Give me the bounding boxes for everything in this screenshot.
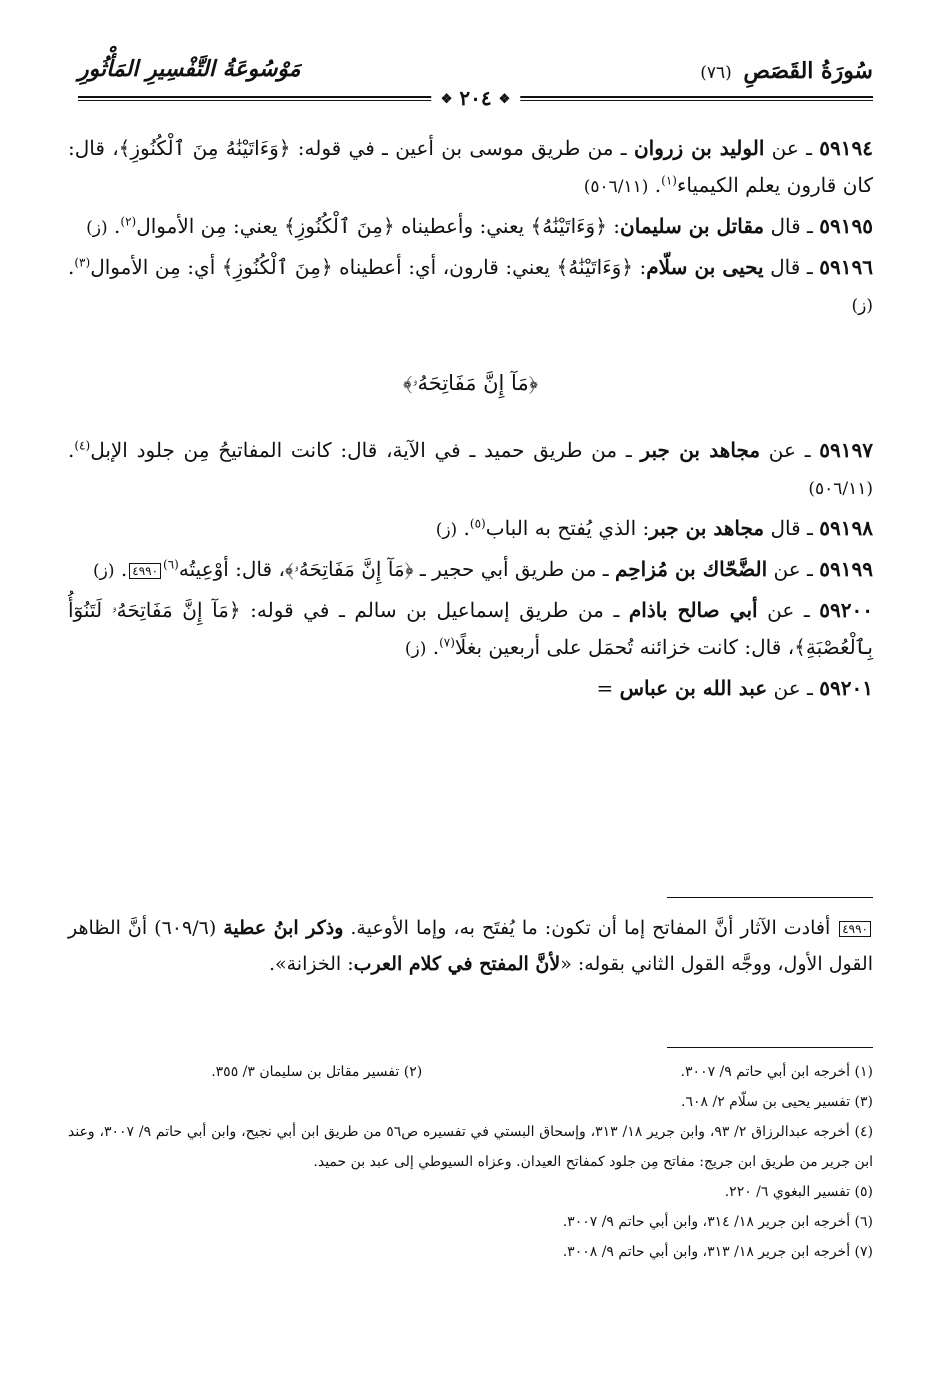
entry-reference: (٥٠٦/١١) [583, 177, 649, 197]
commentary-box-label: ٤٩٩٠ [839, 921, 871, 937]
running-header [78, 50, 873, 110]
entry [68, 670, 873, 707]
narrator-name: عبد الله بن عباس [619, 676, 768, 700]
entry-reference: (٥٠٦/١١) [808, 479, 873, 499]
note-text: أفادت الآثار أنَّ المفاتح إما أن تكون: ما يُفتَح به، وإما الأوعية. [343, 917, 838, 939]
narrator-name: أبي صالح باذام [628, 598, 758, 622]
entry-text: ـ من طريق إسماعيل بن سالم ـ في قوله: ﴿مَآ إِنَّ مَفَاتِحَهُۥ لَتَنُوٓأُ بِٱلْعُصْبَةِ﴾، قال: كانت خزائنه تُحمَل على أربعين بغلًا [68, 598, 873, 659]
entry-prefix: ـ عن [764, 136, 820, 160]
footnote-5: (٥) تفسير البغوي ٦/ ٢٢٠. [724, 1184, 873, 1200]
footnote-marker[interactable]: (٤) [74, 438, 91, 453]
footnote-marker[interactable]: (٥) [469, 516, 486, 531]
page-number-value: ٢٠٤ [459, 86, 492, 110]
narrator-name: الوليد بن زروان [633, 136, 765, 160]
surah-title-block [700, 58, 873, 84]
entry-tail: . [114, 557, 128, 581]
footnote-1: (١) أخرجه ابن أبي حاتم ٩/ ٣٠٠٧. [680, 1064, 873, 1080]
book-title: مَوْسُوعَةُ التَّفْسِيرِ المَأْثُورِ [78, 56, 301, 82]
footnote-6: (٦) أخرجه ابن جرير ١٨/ ٣١٤، وابن أبي حاتم ٩/ ٣٠٠٧. [562, 1214, 873, 1230]
entry [68, 249, 873, 325]
entry-number: ٥٩١٩٤ [819, 136, 874, 160]
entry-tail: . [68, 438, 75, 462]
surah-number: (٧٦) [700, 63, 732, 83]
narrator-name: مجاهد بن جبر [640, 438, 761, 462]
entry-tail: . [426, 635, 440, 659]
narrator-name: الضَّحّاك بن مُزاحِم [615, 557, 768, 581]
entry-number: ٥٩١٩٧ [819, 438, 873, 462]
entry-prefix: ـ عن [760, 438, 820, 462]
entry-text: ـ من طريق أبي حجير ـ ﴿مَآ إِنَّ مَفَاتِحَهُۥ﴾، قال: أوْعِيتُه [178, 557, 615, 581]
footnote-marker[interactable]: (٣) [74, 255, 91, 270]
entry-text: = [596, 676, 620, 700]
entry-text: : ﴿وَءَاتَيْنَٰهُ﴾ يعني: وأعطيناه ﴿مِنَ ٱلْكُنُوزِ﴾ يعني: مِن الأموال [136, 214, 621, 238]
entry-number: ٥٩١٩٦ [819, 255, 873, 279]
entry-tail: . [648, 173, 662, 197]
footnote-marker[interactable]: (١) [661, 173, 677, 188]
entry-reference: (ز) [404, 639, 427, 659]
entry-prefix: ـ قال [764, 516, 820, 540]
entry-number: ٥٩١٩٨ [819, 516, 873, 540]
entry-text: ـ من طريق حميد ـ في الآية، قال: كانت المفاتيحُ مِن جلود الإبل [90, 438, 641, 462]
entry-reference: (ز) [435, 520, 458, 540]
entry-tail: . [457, 516, 470, 540]
entry [68, 208, 873, 247]
entry-number: ٥٩٢٠٠ [819, 598, 874, 622]
page-number [431, 86, 520, 110]
footnote-7: (٧) أخرجه ابن جرير ١٨/ ٣١٣، وابن أبي حاتم ٩/ ٣٠٠٨. [562, 1244, 873, 1260]
narrator-name: مجاهد بن جبر [649, 516, 765, 540]
entry-reference: (ز) [93, 561, 115, 581]
commentary-separator [667, 897, 873, 898]
entry [68, 592, 873, 668]
note-text: : الخزانة». [268, 953, 354, 975]
note-bold-text: لأنَّ المفتح في كلام العرب [353, 953, 561, 975]
entry-number: ٥٩٢٠١ [819, 676, 873, 700]
section-heading: ﴿مَآ إِنَّ مَفَاتِحَهُۥ﴾ [402, 371, 539, 395]
entry [68, 510, 873, 549]
footnote-3: (٣) تفسير يحيى بن سلّام ٢/ ٦٠٨. [681, 1094, 873, 1110]
entry [68, 551, 873, 590]
narrator-name: مقاتل بن سليمان [620, 214, 765, 238]
commentary-box-marker[interactable]: ٤٩٩٠ [129, 563, 161, 579]
entry-prefix: ـ قال [763, 255, 820, 279]
note-text: (٦٠٩/٦) أنَّ الظاهر القول الأول، ووجَّه القول الثاني بقوله: « [68, 917, 873, 975]
footnote-row [68, 1057, 873, 1087]
note-bold-text: وذكر ابنُ عطية [223, 917, 344, 939]
surah-title: سُورَةُ القَصَصِ [743, 58, 873, 84]
entry-prefix: ـ عن [767, 557, 820, 581]
entry-number: ٥٩١٩٥ [819, 214, 873, 238]
entry-prefix: ـ عن [757, 598, 820, 622]
entry-text: : ﴿وَءَاتَيْنَٰهُ﴾ يعني: قارون، أي: أعطيناه ﴿مِنَ ٱلْكُنُوزِ﴾ أي: مِن الأموال [90, 255, 647, 279]
footnote-4: (٤) أخرجه عبدالرزاق ٢/ ٩٣، وابن جرير ١٨/ ٣١٣، وإسحاق البستي في تفسيره ص٥٦ من طريق ابن أبي نجيح، وابن أبي حاتم ٩/ ٣٠٠٧، وعند ابن جرير من طريق ابن جريج: مفاتح مِن جلود كمفاتح العيدان. وعزاه السيوطي إلى عبد بن حميد. [68, 1124, 874, 1170]
entry [68, 130, 873, 206]
entry-prefix: ـ قال [764, 214, 820, 238]
entry-reference: (ز) [851, 296, 873, 316]
entry-text: ـ من طريق موسى بن أعين ـ في قوله: ﴿وَءَاتَيْنَٰهُ مِنَ ٱلْكُنُوزِ﴾، قال: كان قارون يعلم الكيمياء [68, 136, 873, 197]
entry-tail: . [68, 255, 75, 279]
footnotes [68, 1057, 873, 1267]
footnote-2: (٢) تفسير مقاتل بن سليمان ٣/ ٣٥٥. [211, 1064, 423, 1080]
footnote-separator [667, 1047, 873, 1048]
main-text [68, 130, 873, 709]
entry-number: ٥٩١٩٩ [819, 557, 873, 581]
entry-reference: (ز) [86, 218, 108, 238]
narrator-name: يحيى بن سلّام [646, 255, 764, 279]
entry-tail: . [107, 214, 121, 238]
commentary-note [68, 910, 873, 982]
ornament-icon: ❖ [498, 92, 511, 107]
footnote-marker[interactable]: (٦) [163, 557, 179, 572]
entry [68, 432, 873, 508]
footnote-marker[interactable]: (٢) [120, 214, 137, 229]
ornament-icon: ❖ [440, 92, 453, 107]
entry-text: : الذي يُفتح به الباب [485, 516, 650, 540]
entry-prefix: ـ عن [767, 676, 820, 700]
footnote-marker[interactable]: (٧) [439, 635, 455, 650]
